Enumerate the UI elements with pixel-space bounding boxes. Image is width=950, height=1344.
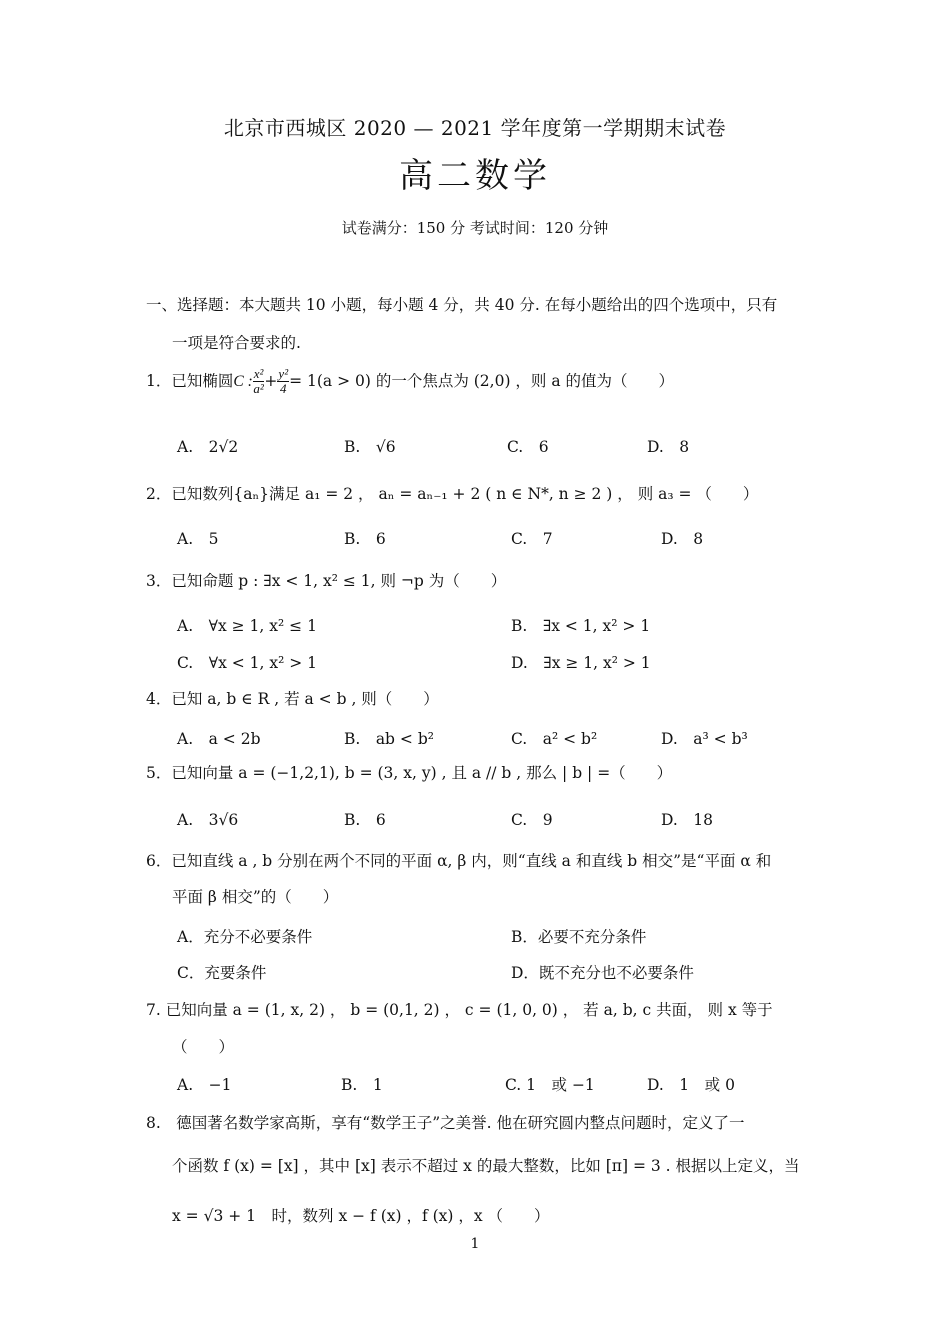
- q3-option-c: C. ∀x < 1, x² > 1: [177, 654, 318, 672]
- q1-option-b: B. √6: [344, 438, 396, 456]
- q7-option-a: A. −1: [177, 1076, 232, 1094]
- q1-plus: +: [264, 371, 278, 390]
- q5-option-c: C. 9: [511, 811, 553, 829]
- q4-option-a: A. a < 2b: [177, 730, 261, 748]
- section-instructions-line2: 一项是符合要求的.: [172, 334, 301, 352]
- exam-title: 北京市西城区 2020 — 2021 学年度第一学期期末试卷: [223, 116, 727, 140]
- question-8-line2: 个函数 f (x) = [x] ，其中 [x] 表示不超过 x 的最大整数，比如 [π] = 3 . 根据以上定义，当: [172, 1157, 800, 1175]
- page-number: 1: [470, 1236, 480, 1252]
- q2-option-c: C. 7: [511, 530, 553, 548]
- question-7-line2: （ ）: [172, 1038, 235, 1056]
- q1-option-a: A. 2√2: [177, 438, 239, 456]
- q2-option-d: D. 8: [661, 530, 704, 548]
- q7-option-b: B. 1: [341, 1076, 383, 1094]
- q5-option-b: B. 6: [344, 811, 386, 829]
- question-7-line1: 7. 已知向量 a = (1, x, 2) ， b = (0,1, 2) ， c = (1, 0, 0) ， 若 a, b, c 共面， 则 x 等于: [146, 1001, 773, 1019]
- q2-option-a: A. 5: [177, 530, 219, 548]
- question-2: 2．已知数列{aₙ}满足 a₁ = 2 ， aₙ = aₙ₋₁ + 2 ( n ∈ N*, n ≥ 2 ) ， 则 a₃ = （ ）: [146, 485, 759, 503]
- q1-option-c: C. 6: [507, 438, 549, 456]
- question-1: [146, 367, 674, 397]
- q5-option-a: A. 3√6: [177, 811, 239, 829]
- q1-prefix: 1．已知椭圆: [146, 371, 234, 390]
- question-6-line2: 平面 β 相交”的（ ）: [172, 888, 339, 906]
- q3-option-b: B. ∃x < 1, x² > 1: [511, 617, 651, 635]
- q1-frac2-num: y²: [278, 366, 289, 381]
- q1-fraction-y: [277, 367, 289, 397]
- q3-option-d: D. ∃x ≥ 1, x² > 1: [511, 654, 651, 672]
- q1-option-d: D. 8: [647, 438, 690, 456]
- q6-option-d: D．既不充分也不必要条件: [511, 964, 694, 982]
- q4-option-c: C. a² < b²: [511, 730, 598, 748]
- q7-option-c: C. 1 或 −1: [505, 1076, 595, 1094]
- q6-option-b: B．必要不充分条件: [511, 928, 647, 946]
- subject-title: 高二数学: [399, 156, 551, 196]
- q4-option-b: B. ab < b²: [344, 730, 434, 748]
- question-8-line1: 8. 德国著名数学家高斯，享有“数学王子”之美誉. 他在研究圆内整点问题时，定义了一: [146, 1114, 745, 1132]
- q1-rest: = 1(a > 0) 的一个焦点为 (2,0) ，则 a 的值为（ ）: [289, 371, 675, 390]
- q7-option-d: D. 1 或 0: [647, 1076, 735, 1094]
- question-3: 3．已知命题 p : ∃x < 1, x² ≤ 1, 则 ¬p 为（ ）: [146, 572, 507, 590]
- q4-option-d: D. a³ < b³: [661, 730, 748, 748]
- q1-frac1-den: a²: [253, 381, 264, 397]
- q3-option-a: A. ∀x ≥ 1, x² ≤ 1: [177, 617, 317, 635]
- q1-frac1-num: x²: [253, 366, 264, 381]
- section-instructions-line1: 一、选择题：本大题共 10 小题，每小题 4 分，共 40 分. 在每小题给出的四个选项中，只有: [146, 296, 778, 314]
- q6-option-c: C．充要条件: [177, 964, 267, 982]
- q5-option-d: D. 18: [661, 811, 714, 829]
- q1-fraction-x: [253, 367, 265, 397]
- question-5: 5．已知向量 a = (−1,2,1), b = (3, x, y) , 且 a // b , 那么 | b | =（ ）: [146, 764, 673, 782]
- q6-option-a: A．充分不必要条件: [177, 928, 313, 946]
- exam-info: 试卷满分：150 分 考试时间：120 分钟: [341, 219, 609, 237]
- question-8-line3: x = √3 + 1 时，数列 x − f (x) ，f (x) ，x （ ）: [172, 1207, 550, 1225]
- q2-option-b: B. 6: [344, 530, 386, 548]
- q1-frac2-den: 4: [280, 381, 287, 397]
- question-4: 4．已知 a, b ∈ R , 若 a < b , 则（ ）: [146, 690, 439, 708]
- question-6-line1: 6．已知直线 a , b 分别在两个不同的平面 α, β 内，则“直线 a 和直线 b 相交”是“平面 α 和: [146, 852, 772, 870]
- q1-ellipse-name: C :: [233, 372, 253, 390]
